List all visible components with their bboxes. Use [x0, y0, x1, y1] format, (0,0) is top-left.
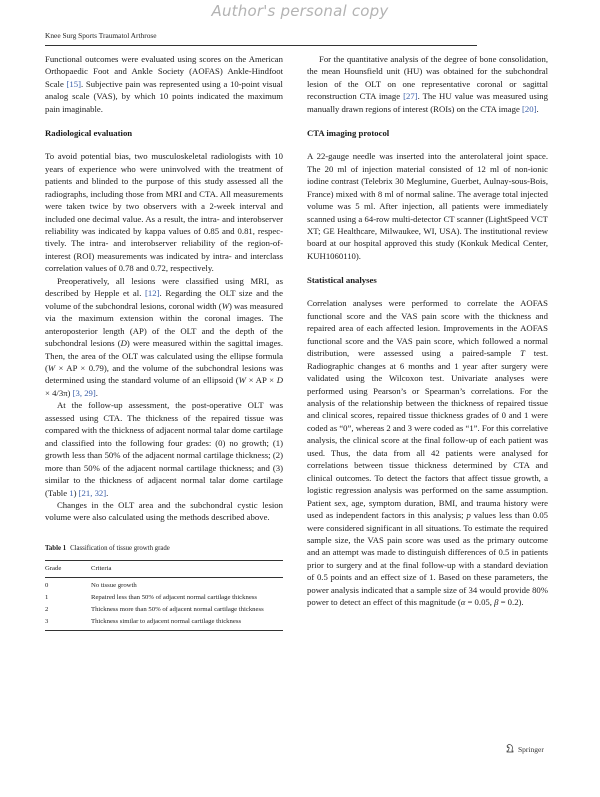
- table-row: [45, 578, 283, 593]
- table-caption: Table 1 Classification of tissue growth grade: [45, 544, 170, 552]
- column-header-grade: Grade: [45, 561, 91, 578]
- grade-cell: 0: [45, 582, 49, 590]
- paragraph-bias: To avoid potential bias, two musculoskeletal radiologists with 10 years of experience who were uninvolved with the treatment of patients and blinded to the purpose of this study assessed all the radiographs, including those from MRI and CTA. All measurements were taken twice by two observers with a 2-week interval and included one decimal value. As a result, the intra- and interobserver reliability was indicated by kappa values of 0.85 and 0.81, respectively. The intra- and interobserver reliability of the region-of-interest (ROI) measurements was indicated by intra- and interclass correlation values of 0.78 and 0.72, respectively.: [45, 151, 283, 274]
- citation-link[interactable]: [27]: [403, 91, 418, 102]
- citation-link[interactable]: [21, 32]: [78, 487, 107, 498]
- criteria-cell: Repaired less than 50% of adjacent normal cartilage thickness: [91, 594, 258, 602]
- citation-link[interactable]: [20]: [522, 103, 537, 114]
- paragraph-preoperative: Preoperatively, all lesions were classified using MRI, as described by Hepple et al. [12]. Regarding the OLT size and the volume of the subchondral lesions, coronal width (W) was measured via the maximum extension within the coronal images. The anteroposterior length (AP) of the OLT and the depth of the subchondral lesions (D) were measured within the sagittal images. Then, the area of the OLT was calculated using the ellipse formula (W × AP × 0.79), and the volume of the subchondral lesions was determined using the standard volume of an ellipsoid (W × AP × D × 4/3π) [3, 29].: [45, 275, 283, 398]
- running-head: Knee Surg Sports Traumatol Arthrose: [45, 31, 157, 40]
- table-1: [45, 543, 283, 631]
- table-label: Table 1: [45, 544, 67, 552]
- paragraph-statistics: Correlation analyses were performed to correlate the AOFAS functional score and the VAS pain score with the thickness and repaired area of each affected lesion. Improvements in the AOFAS functional score and the VAS pain score, which followed a normal distribution, were assessed using a paired-sample T test. Radiographic changes at 6 months and 1 year after surgery were validated using the Wilcoxon test. Univariate analyses were performed using Pearson’s or Spearman’s correlations. For the analysis of the relationship between the thickness of repaired tissue and clinical scores, repaired tissue thickness grades of 0 and 1 were coded as “0”, whereas 2 and 3 were coded as “1”. For this correlative analysis, the clinical score at the final follow-up of each patient was used. Thus, the data from all 42 patients were analysed for correlations between tissue thickness determined by CTA and clinical outcomes. To detect the factors that affect tissue growth, a logistic regression analysis was performed on the same assumption. Patient sex, age, symptom duration, BMI, and trauma history were used as independent factors in this analysis; p values less than 0.05 were considered significant in all situations. To estimate the required sample size, the VAS pain score was used as the primary outcome and an attempt was made to distinguish differences of 0.5 in patients prior to surgery and at the final follow-up with a standard deviation of 0.5 points and an effect size of 1. Based on these parameters, the power analysis indicated that a sample size of 34 would provide 80% power to detect an effect of this magnitude (α = 0.05, β = 0.2).: [307, 298, 549, 608]
- paragraph-follow-up: At the follow-up assessment, the post-operative OLT was assessed using CTA. The thickness of the repaired tissue was compared with the thickness of adjacent normal talar dome cartilage and classified into the following four grades: (0) no growth; (1) growth less than 50% of the adjacent normal cartilage thickness; (2) more than 50% of the adjacent normal cartilage thickness; and (3) similar to the thickness of adjacent normal talar dome cartilage (Table 1) [21, 32].: [45, 400, 283, 498]
- column-header-criteria: Criteria: [91, 561, 283, 578]
- right-column: [307, 53, 548, 609]
- criteria-cell: Thickness more than 50% of adjacent normal cartilage thickness: [91, 606, 264, 614]
- citation-link[interactable]: [15]: [66, 78, 82, 89]
- criteria-cell: No tissue growth: [91, 582, 137, 590]
- table-row: [45, 592, 283, 604]
- growth-grade-table: [45, 560, 283, 631]
- paragraph-changes: Changes in the OLT area and the subchondral cystic lesion volume were also calculated using the methods described above.: [45, 499, 283, 523]
- grade-cell: 3: [45, 616, 91, 631]
- left-column: [45, 53, 283, 631]
- table-reference-link[interactable]: 1: [69, 487, 74, 498]
- section-heading-statistical-analyses: Statistical analyses: [307, 275, 377, 286]
- criteria-cell: Thickness similar to adjacent normal cartilage thickness: [91, 616, 283, 631]
- grade-cell: 2: [45, 606, 49, 614]
- table-row: [45, 604, 283, 616]
- springer-knight-icon: [505, 743, 515, 755]
- grade-cell: 1: [45, 594, 49, 602]
- table-row: [45, 616, 283, 631]
- paragraph-functional-outcomes: Functional outcomes were evaluated using scores on the American Orthopaedic Foot and Ankle Society (AOFAS) Ankle-Hindfoot Scale [15]. Subjective pain was represented using a 10-point visual analog scale (VAS), by which 10 points indicated the maximum pain imaginable.: [45, 54, 283, 114]
- publisher-logo: [505, 743, 544, 755]
- table-header-row: [45, 561, 283, 578]
- citation-link[interactable]: [3, 29]: [72, 387, 96, 398]
- paragraph-hounsfield: For the quantitative analysis of the degree of bone consolidation, the mean Hounsfield unit (HU) was obtained for the subchondral lesion of the OLT on one representative coronal or sagittal reconstruction CTA image [27]. The HU value was measured using manually drawn regions of interest (ROIs) on the CTA image [20].: [307, 54, 548, 114]
- citation-link[interactable]: [12]: [145, 288, 160, 299]
- watermark: Author's personal copy: [211, 2, 389, 20]
- section-heading-cta-imaging-protocol: CTA imaging protocol: [307, 128, 390, 139]
- paragraph-cta-protocol: A 22-gauge needle was inserted into the anterolateral joint space. The 20 ml of injection material consisted of 12 ml of non-ionic iodine contrast (Telebrix 30 Meglumine, Guerbet, Aulnay-sous-Bois, France) mixed with 8 ml of normal saline. The average total injected volume was 5 ml. After injection, all patients were immediately scanned using a 64-row multi-detector CT scanner (LightSpeed VCT XT; GE Healthcare, Milwaukee, WI, USA). The institutional review board at our hospital approved this study (Konkuk Medical Center, KUH1060110).: [307, 151, 548, 261]
- header-rule: [45, 45, 477, 46]
- publisher-name: Springer: [518, 744, 544, 754]
- section-heading-radiological-evaluation: Radiological evaluation: [45, 128, 133, 139]
